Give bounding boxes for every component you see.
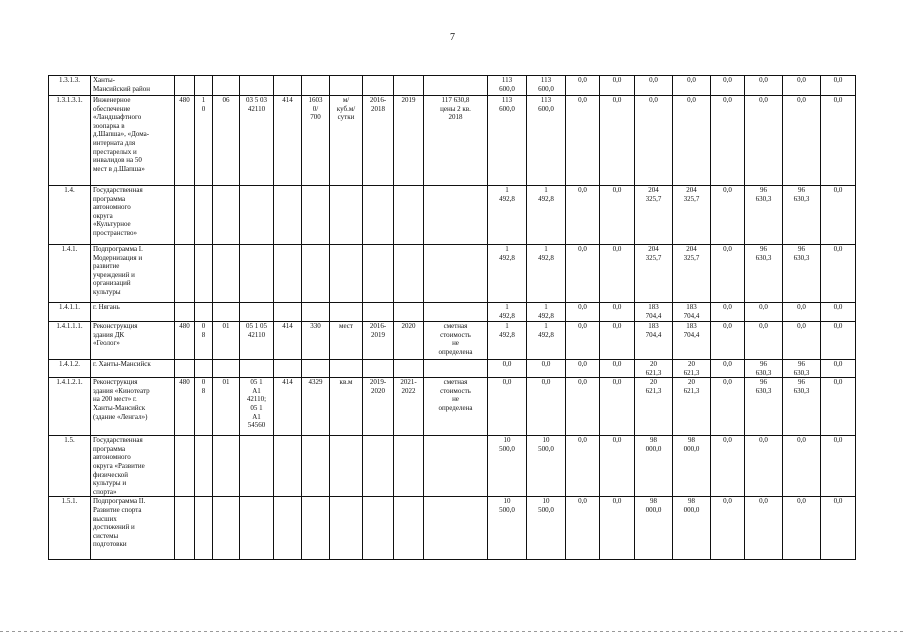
- table-cell: 0,0: [711, 497, 745, 560]
- page-number: 7: [450, 32, 455, 43]
- table-cell: [330, 497, 363, 560]
- table-cell: 0,0: [635, 76, 673, 96]
- table-cell: 183 704,4: [635, 322, 673, 360]
- table-cell: 414: [274, 378, 302, 436]
- table-cell: 330: [302, 322, 330, 360]
- table-cell: [274, 303, 302, 322]
- table-cell: 0,0: [821, 360, 856, 378]
- table-cell: [195, 497, 213, 560]
- table-cell: 1.4.: [49, 186, 91, 245]
- table-cell: 204 325,7: [635, 245, 673, 303]
- table-cell: 20 621,3: [673, 360, 711, 378]
- table-cell: мест: [330, 322, 363, 360]
- table-cell: 20 621,3: [635, 360, 673, 378]
- table-cell: 480: [175, 322, 195, 360]
- table-cell: [240, 497, 274, 560]
- table-cell: 20 621,3: [635, 378, 673, 436]
- table-row: [49, 96, 856, 186]
- table-cell: 117 630,8 цены 2 кв. 2018: [424, 96, 488, 186]
- table-cell: 0 8: [195, 378, 213, 436]
- table-cell: [302, 303, 330, 322]
- table-cell: [424, 245, 488, 303]
- table-cell: 0,0: [527, 360, 566, 378]
- table-cell: 05 1 A1 42110; 05 1 A1 54560: [240, 378, 274, 436]
- table-cell: 1603 0/ 700: [302, 96, 330, 186]
- table-cell: сметная стоимость не определена: [424, 322, 488, 360]
- table-cell: [175, 186, 195, 245]
- table-cell: [195, 360, 213, 378]
- table-cell: 0,0: [821, 378, 856, 436]
- table-cell: 03 5 03 42110: [240, 96, 274, 186]
- table-cell: 0,0: [745, 436, 783, 497]
- table-cell: [330, 76, 363, 96]
- table-cell: 0,0: [711, 245, 745, 303]
- table-cell: 1 492,8: [527, 186, 566, 245]
- table-cell: [424, 436, 488, 497]
- table-cell: 98 000,0: [635, 497, 673, 560]
- table-cell: 96 630,3: [783, 245, 821, 303]
- table-cell: 0,0: [600, 378, 635, 436]
- table-cell: [175, 497, 195, 560]
- table-cell: 0,0: [711, 436, 745, 497]
- table-cell: 0,0: [821, 245, 856, 303]
- table-cell: Государственная программа автономного округа «Развитие физической культуры и спорта»: [91, 436, 175, 497]
- table-cell: [363, 76, 394, 96]
- table-cell: 0,0: [600, 436, 635, 497]
- table-cell: 0,0: [745, 322, 783, 360]
- table-cell: 204 325,7: [673, 186, 711, 245]
- table-cell: [213, 436, 240, 497]
- table-cell: [394, 76, 424, 96]
- table-cell: 96 630,3: [783, 378, 821, 436]
- table-cell: 0,0: [566, 497, 600, 560]
- table-cell: 1.4.1.1.: [49, 303, 91, 322]
- table-cell: 0,0: [783, 96, 821, 186]
- table-cell: [394, 303, 424, 322]
- table-cell: 0,0: [711, 360, 745, 378]
- table-cell: [175, 245, 195, 303]
- table-cell: [330, 303, 363, 322]
- table-row: [49, 303, 856, 322]
- table-cell: 0,0: [566, 186, 600, 245]
- table-cell: 0,0: [600, 360, 635, 378]
- table-cell: 2019: [394, 96, 424, 186]
- table-cell: [213, 303, 240, 322]
- table-cell: 0,0: [745, 96, 783, 186]
- table-cell: [274, 76, 302, 96]
- table-cell: 1.4.1.2.: [49, 360, 91, 378]
- table-cell: 0,0: [783, 322, 821, 360]
- table-cell: [302, 497, 330, 560]
- table-cell: [195, 245, 213, 303]
- table-row: [49, 497, 856, 560]
- table-cell: [195, 436, 213, 497]
- table-cell: 0,0: [821, 186, 856, 245]
- table-cell: 98 000,0: [673, 436, 711, 497]
- table-cell: 2016- 2019: [363, 322, 394, 360]
- table-cell: [424, 76, 488, 96]
- table-cell: 113 600,0: [488, 96, 527, 186]
- table-cell: 06: [213, 96, 240, 186]
- table-cell: Подпрограмма II. Развитие спорта высших достижений и системы подготовки: [91, 497, 175, 560]
- table-cell: 10 500,0: [527, 436, 566, 497]
- table-cell: 0 8: [195, 322, 213, 360]
- table-cell: 0,0: [745, 76, 783, 96]
- table-cell: 204 325,7: [673, 245, 711, 303]
- table-cell: 0,0: [783, 497, 821, 560]
- table-cell: 96 630,3: [745, 378, 783, 436]
- table-row: [49, 245, 856, 303]
- scan-artifact-line: [0, 631, 905, 632]
- table-cell: [363, 497, 394, 560]
- table-row: [49, 76, 856, 96]
- table-cell: 0,0: [821, 96, 856, 186]
- table-cell: 0,0: [635, 96, 673, 186]
- table-cell: м/ куб.м/ сутки: [330, 96, 363, 186]
- table-cell: 0,0: [600, 186, 635, 245]
- table-cell: [240, 360, 274, 378]
- table-cell: [213, 76, 240, 96]
- table-cell: 98 000,0: [673, 497, 711, 560]
- table-cell: [424, 360, 488, 378]
- table-cell: 05 1 05 42110: [240, 322, 274, 360]
- table-cell: [175, 436, 195, 497]
- table-cell: [363, 360, 394, 378]
- table-cell: [240, 245, 274, 303]
- table-cell: 0,0: [821, 436, 856, 497]
- table-cell: 10 500,0: [488, 436, 527, 497]
- table-cell: 0,0: [711, 186, 745, 245]
- table-cell: г. Нягань: [91, 303, 175, 322]
- table-cell: сметная стоимость не определена: [424, 378, 488, 436]
- table-cell: 0,0: [673, 76, 711, 96]
- table-cell: 1.3.1.3.: [49, 76, 91, 96]
- table-cell: [330, 436, 363, 497]
- table-cell: [240, 303, 274, 322]
- table-cell: 0,0: [566, 303, 600, 322]
- table-cell: 414: [274, 322, 302, 360]
- table-cell: [274, 497, 302, 560]
- table-cell: [274, 245, 302, 303]
- table-cell: г. Ханты-Мансийск: [91, 360, 175, 378]
- table-cell: 96 630,3: [745, 360, 783, 378]
- table-cell: 10 500,0: [527, 497, 566, 560]
- table-cell: 1 492,8: [527, 303, 566, 322]
- table-cell: 0,0: [488, 378, 527, 436]
- table-cell: [274, 360, 302, 378]
- table-cell: 1.4.1.1.1.: [49, 322, 91, 360]
- table-cell: 0,0: [821, 497, 856, 560]
- table-cell: 0,0: [566, 96, 600, 186]
- table-cell: 0,0: [566, 378, 600, 436]
- table-cell: 204 325,7: [635, 186, 673, 245]
- table-cell: [195, 76, 213, 96]
- table-cell: 1 492,8: [488, 303, 527, 322]
- table-cell: 1 492,8: [488, 186, 527, 245]
- table-cell: 0,0: [745, 303, 783, 322]
- table-cell: 0,0: [745, 497, 783, 560]
- table-cell: [175, 360, 195, 378]
- table-cell: 1 492,8: [527, 322, 566, 360]
- table-cell: 0,0: [711, 96, 745, 186]
- table-cell: 10 500,0: [488, 497, 527, 560]
- table-cell: [274, 186, 302, 245]
- table-cell: 1 492,8: [527, 245, 566, 303]
- table-cell: 480: [175, 96, 195, 186]
- table-cell: [302, 360, 330, 378]
- table-cell: 1.5.1.: [49, 497, 91, 560]
- table-cell: [302, 436, 330, 497]
- table-cell: [424, 303, 488, 322]
- table-cell: [330, 360, 363, 378]
- table-cell: 2019- 2020: [363, 378, 394, 436]
- table-cell: кв.м: [330, 378, 363, 436]
- table-cell: [240, 186, 274, 245]
- table-cell: [394, 497, 424, 560]
- table-cell: [213, 497, 240, 560]
- table-cell: [363, 245, 394, 303]
- table-cell: 0,0: [711, 303, 745, 322]
- table-cell: 96 630,3: [745, 245, 783, 303]
- table-row: [49, 378, 856, 436]
- table-cell: [330, 186, 363, 245]
- table-cell: 113 600,0: [527, 96, 566, 186]
- table-cell: 0,0: [566, 436, 600, 497]
- table-cell: 01: [213, 322, 240, 360]
- table-cell: 20 621,3: [673, 378, 711, 436]
- table-cell: 0,0: [711, 322, 745, 360]
- table-cell: Государственная программа автономного округа «Культурное пространство»: [91, 186, 175, 245]
- investment-table: [48, 75, 856, 560]
- table-cell: 0,0: [673, 96, 711, 186]
- table-cell: 98 000,0: [635, 436, 673, 497]
- table-cell: 1.4.1.2.1.: [49, 378, 91, 436]
- table-cell: [274, 436, 302, 497]
- table-cell: 480: [175, 378, 195, 436]
- table-cell: [213, 245, 240, 303]
- table-cell: 96 630,3: [745, 186, 783, 245]
- table-cell: [175, 76, 195, 96]
- table-cell: 01: [213, 378, 240, 436]
- table-cell: 0,0: [600, 96, 635, 186]
- table-cell: [302, 245, 330, 303]
- table-cell: [363, 186, 394, 245]
- table-cell: 0,0: [821, 322, 856, 360]
- table-cell: 183 704,4: [635, 303, 673, 322]
- table-row: [49, 322, 856, 360]
- table-row: [49, 360, 856, 378]
- table-cell: 113 600,0: [527, 76, 566, 96]
- table-cell: Инженерное обеспечение «Ландшафтного зоопарка в д.Шапша», «Дома- интерната для престарелых и инвалидов на 50 мест в д.Шапша»: [91, 96, 175, 186]
- table-cell: 2021- 2022: [394, 378, 424, 436]
- table-cell: [394, 245, 424, 303]
- table-cell: 1.5.: [49, 436, 91, 497]
- table-cell: [424, 497, 488, 560]
- table-cell: 0,0: [783, 303, 821, 322]
- table-cell: 0,0: [600, 245, 635, 303]
- table-cell: 414: [274, 96, 302, 186]
- table-cell: [363, 436, 394, 497]
- table-cell: [195, 186, 213, 245]
- table-cell: [394, 436, 424, 497]
- table-row: [49, 436, 856, 497]
- table-cell: [195, 303, 213, 322]
- table-cell: [213, 186, 240, 245]
- table-cell: 2020: [394, 322, 424, 360]
- table-cell: 0,0: [488, 360, 527, 378]
- table-cell: 0,0: [783, 436, 821, 497]
- table-cell: [330, 245, 363, 303]
- table-cell: 1.4.1.: [49, 245, 91, 303]
- table-cell: 0,0: [566, 360, 600, 378]
- table-cell: 0,0: [600, 76, 635, 96]
- table-cell: Реконструкция здания ДК «Геолог»: [91, 322, 175, 360]
- table-cell: 1.3.1.3.1.: [49, 96, 91, 186]
- table-cell: [302, 76, 330, 96]
- table-cell: 4329: [302, 378, 330, 436]
- table-cell: 2016- 2018: [363, 96, 394, 186]
- table-cell: 0,0: [527, 378, 566, 436]
- table-cell: 0,0: [711, 378, 745, 436]
- table-cell: [240, 76, 274, 96]
- table-cell: [302, 186, 330, 245]
- table-cell: 96 630,3: [783, 186, 821, 245]
- table-row: [49, 186, 856, 245]
- table-cell: 0,0: [600, 303, 635, 322]
- table-cell: [213, 360, 240, 378]
- table-cell: 96 630,3: [783, 360, 821, 378]
- table-cell: [394, 186, 424, 245]
- table-cell: 183 704,4: [673, 303, 711, 322]
- table-cell: 0,0: [566, 76, 600, 96]
- table-cell: [363, 303, 394, 322]
- table-cell: Подпрограмма I. Модернизация и развитие учреждений и организаций культуры: [91, 245, 175, 303]
- table-cell: 1 492,8: [488, 322, 527, 360]
- table-cell: 113 600,0: [488, 76, 527, 96]
- table-cell: [424, 186, 488, 245]
- table-cell: [175, 303, 195, 322]
- table-cell: 0,0: [821, 76, 856, 96]
- table-cell: 183 704,4: [673, 322, 711, 360]
- table-cell: [394, 360, 424, 378]
- table-cell: 1 492,8: [488, 245, 527, 303]
- table-cell: Реконструкция здания «Кинотеатр на 200 мест» г. Ханты-Мансийск (здание «Ленгал»): [91, 378, 175, 436]
- table-cell: 0,0: [566, 245, 600, 303]
- table-cell: [240, 436, 274, 497]
- table-cell: Ханты- Мансийский район: [91, 76, 175, 96]
- table-cell: 0,0: [783, 76, 821, 96]
- table-cell: 0,0: [600, 322, 635, 360]
- table-cell: 0,0: [711, 76, 745, 96]
- table-cell: 0,0: [821, 303, 856, 322]
- table-cell: 0,0: [600, 497, 635, 560]
- table-cell: 0,0: [566, 322, 600, 360]
- table-body: [49, 76, 856, 560]
- table-cell: 1 0: [195, 96, 213, 186]
